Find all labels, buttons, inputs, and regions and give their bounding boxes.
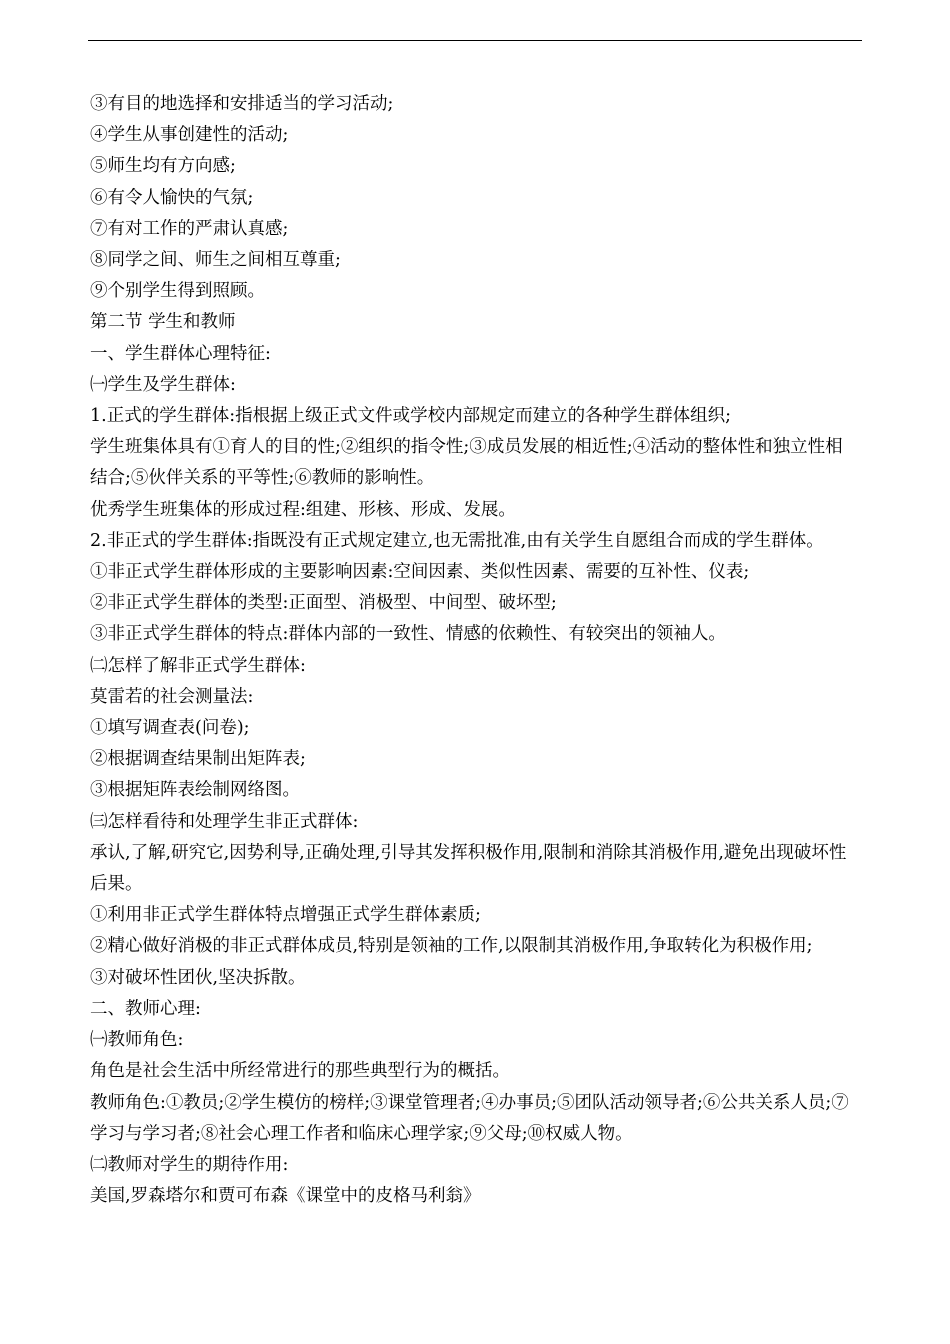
text-line: ⑦有对工作的严肃认真感; bbox=[90, 218, 289, 239]
text-line: ⑥有令人愉快的气氛; bbox=[90, 187, 254, 208]
text-line: ③对破坏性团伙,坚决拆散。 bbox=[90, 967, 306, 988]
text-line: ③根据矩阵表绘制网络图。 bbox=[90, 780, 300, 801]
text-line: 莫雷若的社会测量法: bbox=[90, 686, 254, 707]
text-line: ③有目的地选择和安排适当的学习活动; bbox=[90, 94, 394, 114]
paragraph: 优秀学生班集体的形成过程:组建、形核、形成、发展。 bbox=[90, 499, 516, 520]
body-text bbox=[90, 89, 855, 1212]
section-heading: 第二节 学生和教师 bbox=[90, 312, 236, 333]
paragraph: 承认,了解,研究它,因势利导,正确处理,引导其发挥积极作用,限制和消除其消极作用,避免出现破坏性后果。 bbox=[90, 842, 847, 895]
paragraph: 学生班集体具有①育人的目的性;②组织的指令性;③成员发展的相近性;④活动的整体性和独立性相结合;⑤伙伴关系的平等性;⑥教师的影响性。 bbox=[90, 437, 843, 489]
header-rule bbox=[88, 40, 862, 41]
item-heading: ㈢怎样看待和处理学生非正式群体: bbox=[90, 811, 359, 832]
item-heading: ㈡怎样了解非正式学生群体: bbox=[90, 655, 306, 676]
subsection-heading: 二、教师心理: bbox=[90, 998, 201, 1019]
item-heading: ㈡教师对学生的期待作用: bbox=[90, 1154, 289, 1175]
text-line: ②非正式学生群体的类型:正面型、消极型、中间型、破坏型; bbox=[90, 593, 557, 614]
text-line: ①利用非正式学生群体特点增强正式学生群体素质; bbox=[90, 905, 481, 926]
subsection-heading: 一、学生群体心理特征: bbox=[90, 343, 271, 364]
text-line: ④学生从事创建性的活动; bbox=[90, 125, 289, 146]
text-line: ③非正式学生群体的特点:群体内部的一致性、情感的依赖性、有较突出的领袖人。 bbox=[90, 624, 726, 645]
text-line: ②根据调查结果制出矩阵表; bbox=[90, 749, 306, 770]
text-line: 美国,罗森塔尔和贾可布森《课堂中的皮格马利翁》 bbox=[90, 1186, 481, 1207]
text-line: ①非正式学生群体形成的主要影响因素:空间因素、类似性因素、需要的互补性、仪表; bbox=[90, 562, 750, 583]
item-heading: ㈠学生及学生群体: bbox=[90, 374, 236, 395]
paragraph: 2.非正式的学生群体:指既没有正式规定建立,也无需批准,由有关学生自愿组合而成的学生群体。 bbox=[90, 530, 824, 551]
paragraph: 教师角色:①教员;②学生模仿的榜样;③课堂管理者;④办事员;⑤团队活动领导者;⑥公共关系人员;⑦学习与学习者;⑧社会心理工作者和临床心理学家;⑨父母;⑩权威人物。 bbox=[90, 1092, 849, 1144]
text-line: ⑧同学之间、师生之间相互尊重; bbox=[90, 250, 341, 271]
item-heading: ㈠教师角色: bbox=[90, 1030, 184, 1051]
text-line: 角色是社会生活中所经常进行的那些典型行为的概括。 bbox=[90, 1061, 510, 1082]
text-line: ①填写调查表(问卷); bbox=[90, 718, 250, 739]
text-line: ⑤师生均有方向感; bbox=[90, 156, 236, 177]
paragraph: 1.正式的学生群体:指根据上级正式文件或学校内部规定而建立的各种学生群体组织; bbox=[90, 406, 731, 427]
text-line: ⑨个别学生得到照顾。 bbox=[90, 281, 265, 302]
paragraph: ②精心做好消极的非正式群体成员,特别是领袖的工作,以限制其消极作用,争取转化为积极作用; bbox=[90, 936, 813, 957]
